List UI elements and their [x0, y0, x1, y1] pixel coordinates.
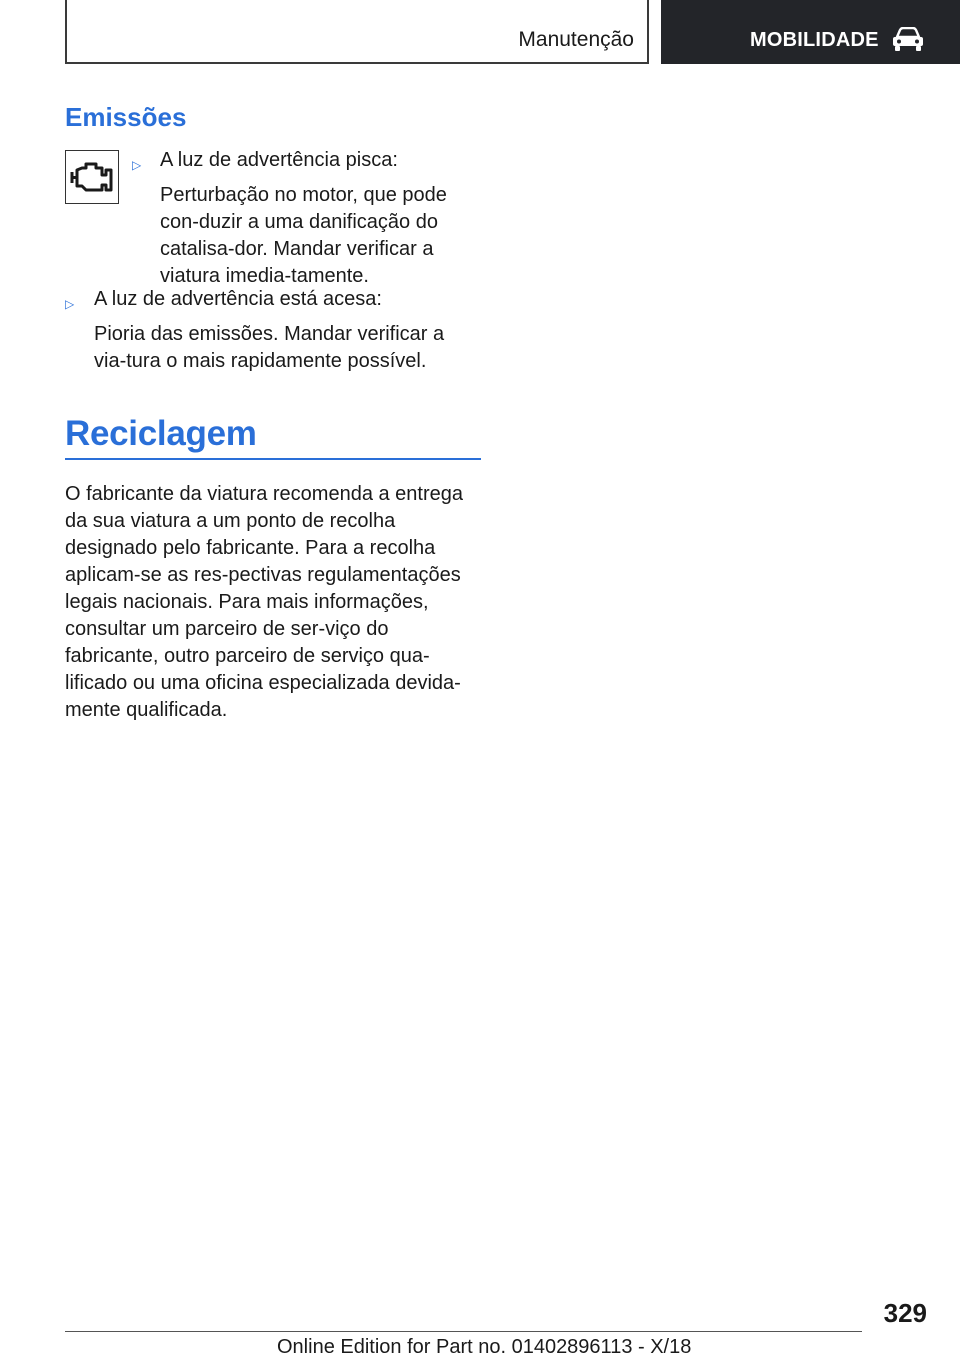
engine-warning-icon-frame	[65, 150, 119, 204]
footer-edition: Online Edition for Part no. 01402896113 - X/18	[277, 1336, 692, 1358]
car-icon	[891, 27, 925, 53]
item-body: Pioria das emissões. Mandar verificar a via-tura o mais rapidamente possível.	[94, 323, 445, 372]
header-chapter-title: MOBILIDADE	[750, 29, 879, 51]
triangle-bullet-icon: ▷	[132, 158, 142, 172]
heading-underline	[65, 458, 481, 460]
item-title: A luz de advertência pisca:	[160, 149, 398, 171]
footer-divider	[65, 1331, 862, 1332]
triangle-bullet-icon: ▷	[65, 297, 75, 311]
emissions-heading: Emissões	[65, 102, 187, 132]
recycling-heading: Reciclagem	[65, 414, 257, 453]
engine-warning-icon	[68, 161, 116, 193]
header-chapter-bar	[661, 0, 960, 64]
item-body: Perturbação no motor, que pode con-duzir a uma danificação do catalisa-dor. Mandar verificar a viatura imedia-tamente.	[160, 184, 447, 287]
list-item	[65, 286, 485, 375]
recycling-paragraph: O fabricante da viatura recomenda a entrega da sua viatura a um ponto de recolha designado pelo fabricante. Para a recolha aplicam-se as res-pectivas regulamentações legais nacionais. Para mais informações, consultar um parceiro de ser-viço do fabricante, outro parceiro de serviço qua-lificado ou uma oficina especializada devida-mente qualificada.	[65, 483, 464, 721]
list-item	[132, 147, 482, 290]
page-number: 329	[883, 1298, 927, 1328]
item-title: A luz de advertência está acesa:	[94, 288, 382, 310]
header-section-title: Manutenção	[518, 28, 634, 51]
